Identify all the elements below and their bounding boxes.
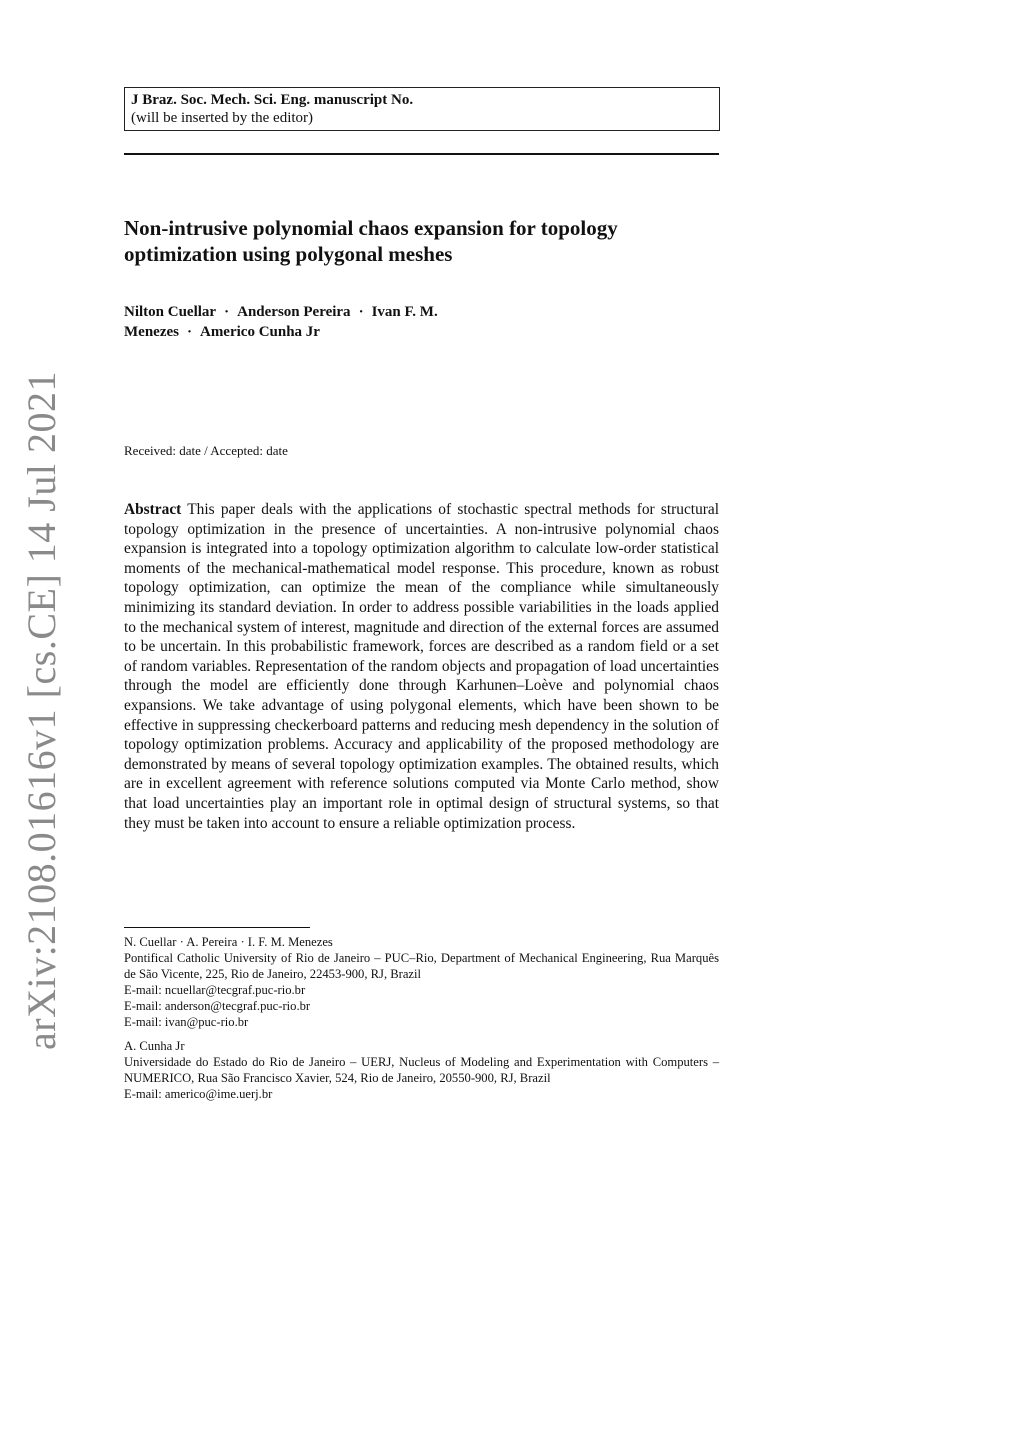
arxiv-identifier-stamp: arXiv:2108.01616v1 [cs.CE] 14 Jul 2021 bbox=[19, 371, 64, 1050]
author-separator: · bbox=[224, 304, 230, 320]
author-separator: · bbox=[358, 304, 364, 320]
affiliation-institution: Universidade do Estado do Rio de Janeiro – UERJ, Nucleus of Modeling and Experimentation with Computers – NUMERICO, Rua São Francisco Xavier, 524, Rio de Janeiro, 20550-900, RJ, Brazil bbox=[124, 1055, 719, 1085]
affiliation-email: E-mail: anderson@tecgraf.puc-rio.br bbox=[124, 999, 311, 1013]
author-name: Americo Cunha Jr bbox=[199, 324, 320, 340]
affiliation-names: N. Cuellar · A. Pereira · I. F. M. Menezes bbox=[124, 935, 333, 949]
editor-note: (will be inserted by the editor) bbox=[131, 110, 314, 126]
author-separator: · bbox=[186, 324, 192, 340]
author-list bbox=[124, 302, 624, 342]
author-line-1 bbox=[124, 302, 624, 322]
author-name: Menezes bbox=[124, 324, 179, 340]
paper-title: Non-intrusive polynomial chaos expansion for topology optimization using polygonal meshes bbox=[124, 216, 618, 266]
abstract bbox=[124, 500, 719, 833]
header-divider bbox=[124, 153, 719, 155]
footnote-divider bbox=[124, 927, 310, 928]
author-name: Nilton Cuellar bbox=[124, 304, 217, 320]
affiliation-names: A. Cunha Jr bbox=[124, 1039, 185, 1053]
abstract-label: Abstract bbox=[124, 501, 182, 518]
affiliation-block bbox=[124, 934, 719, 1030]
author-name: Anderson Pereira bbox=[237, 304, 351, 320]
affiliation-block bbox=[124, 1038, 719, 1102]
affiliation-email: E-mail: americo@ime.uerj.br bbox=[124, 1087, 273, 1101]
affiliation-institution: Pontifical Catholic University of Rio de Janeiro – PUC–Rio, Department of Mechanical Engineering, Rua Marquês de São Vicente, 225, Rio de Janeiro, 22453-900, RJ, Brazil bbox=[124, 951, 719, 981]
affiliation-email: E-mail: ivan@puc-rio.br bbox=[124, 1015, 249, 1029]
abstract-text: This paper deals with the applications of stochastic spectral methods for structural topology optimization in the presence of uncertainties. A non-intrusive polynomial chaos expansion is integrated into a topology optimization algorithm to calculate low-order statistical moments of the mechanical-mathematical model response. This procedure, known as robust topology optimization, can optimize the mean of the compliance while simultaneously minimizing its standard deviation. In order to address possible variabilities in the loads applied to the mechanical system of interest, magnitude and direction of the external forces are assumed to be uncertain. In this probabilistic framework, forces are described as a random field or a set of random variables. Representation of the random objects and propagation of load uncertainties through the model are efficiently done through Karhunen–Loève and polynomial chaos expansions. We take advantage of using polygonal elements, which have been shown to be effective in suppressing checkerboard patterns and reducing mesh dependency in the solution of topology optimization problems. Accuracy and applicability of the proposed methodology are demonstrated by means of several topology optimization examples. The obtained results, which are in excellent agreement with reference solutions computed via Monte Carlo method, show that load uncertainties play an important role in optimal design of structural systems, so that they must be taken into account to ensure a reliable optimization process. bbox=[124, 501, 719, 832]
manuscript-header-box bbox=[124, 87, 720, 131]
received-accepted-dates: Received: date / Accepted: date bbox=[124, 443, 288, 458]
affiliation-email: E-mail: ncuellar@tecgraf.puc-rio.br bbox=[124, 983, 306, 997]
journal-manuscript-line: J Braz. Soc. Mech. Sci. Eng. manuscript No. bbox=[131, 92, 414, 108]
author-line-2 bbox=[124, 322, 624, 342]
author-name: Ivan F. M. bbox=[371, 304, 438, 320]
